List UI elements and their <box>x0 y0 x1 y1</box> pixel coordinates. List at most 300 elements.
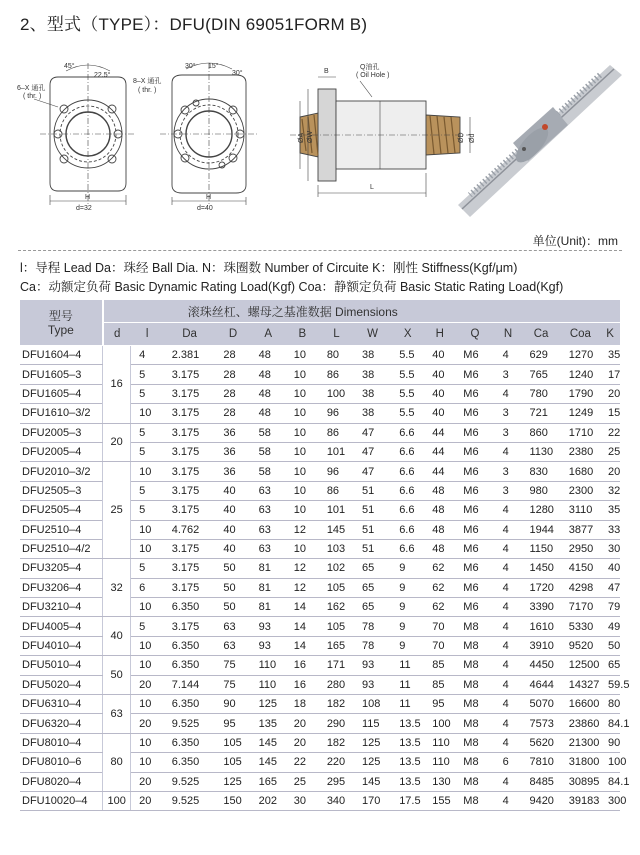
value-cell-l: 20 <box>131 675 164 694</box>
value-cell-d: 63 <box>215 636 250 655</box>
column-header-coa: Coa <box>561 323 600 346</box>
type-cell: DFU2005–4 <box>20 442 103 461</box>
value-cell-k: 50 <box>600 636 620 655</box>
value-cell-n: 3 <box>495 365 522 384</box>
fig1-thr-label: ( thr. ) <box>23 93 42 100</box>
value-cell-b: 25 <box>286 772 319 791</box>
value-cell-l: 86 <box>319 481 354 500</box>
value-cell-da: 6.350 <box>164 636 216 655</box>
value-cell-da: 6.350 <box>164 656 216 675</box>
value-cell-d: 40 <box>215 501 250 520</box>
value-cell-l: 4 <box>131 346 164 365</box>
type-cell: DFU2005–3 <box>20 423 103 442</box>
value-cell-w: 65 <box>354 578 391 597</box>
value-cell-x: 6.6 <box>391 501 424 520</box>
value-cell-w: 38 <box>354 404 391 423</box>
value-cell-w: 170 <box>354 791 391 810</box>
value-cell-l: 5 <box>131 365 164 384</box>
value-cell-n: 3 <box>495 404 522 423</box>
value-cell-x: 9 <box>391 636 424 655</box>
value-cell-n: 4 <box>495 617 522 636</box>
value-cell-coa: 7170 <box>561 598 600 617</box>
value-cell-l: 220 <box>319 753 354 772</box>
value-cell-d: 105 <box>215 733 250 752</box>
value-cell-k: 300 <box>600 791 620 810</box>
value-cell-h: 70 <box>424 617 455 636</box>
flange-drawing-8-hole <box>160 63 258 205</box>
value-cell-x: 9 <box>391 598 424 617</box>
value-cell-l: 340 <box>319 791 354 810</box>
value-cell-ca: 830 <box>521 462 560 481</box>
value-cell-w: 51 <box>354 520 391 539</box>
value-cell-k: 80 <box>600 695 620 714</box>
value-cell-da: 3.175 <box>164 423 216 442</box>
diameter-cell: 63 <box>103 695 131 734</box>
value-cell-n: 4 <box>495 442 522 461</box>
value-cell-coa: 39183 <box>561 791 600 810</box>
column-header-n: N <box>495 323 522 346</box>
column-header-da: Da <box>164 323 216 346</box>
value-cell-b: 12 <box>286 559 319 578</box>
diameter-cell: 25 <box>103 462 131 559</box>
value-cell-n: 4 <box>495 559 522 578</box>
value-cell-ca: 8485 <box>521 772 560 791</box>
value-cell-h: 40 <box>424 404 455 423</box>
value-cell-n: 4 <box>495 714 522 733</box>
value-cell-q: M6 <box>455 559 494 578</box>
value-cell-ca: 1130 <box>521 442 560 461</box>
value-cell-w: 125 <box>354 753 391 772</box>
value-cell-h: 40 <box>424 365 455 384</box>
value-cell-k: 100 <box>600 753 620 772</box>
value-cell-ca: 5070 <box>521 695 560 714</box>
value-cell-d: 90 <box>215 695 250 714</box>
value-cell-w: 125 <box>354 733 391 752</box>
value-cell-l: 10 <box>131 404 164 423</box>
value-cell-a: 81 <box>251 559 286 578</box>
spec-table <box>20 300 630 811</box>
column-header-row <box>20 323 620 346</box>
value-cell-ca: 1450 <box>521 559 560 578</box>
type-cell: DFU10020–4 <box>20 791 103 810</box>
value-cell-a: 81 <box>251 578 286 597</box>
value-cell-x: 9 <box>391 559 424 578</box>
value-cell-coa: 16600 <box>561 695 600 714</box>
value-cell-a: 48 <box>251 404 286 423</box>
page-title: 2、型式（TYPE）：DFU(DIN 69051FORM B) <box>20 15 368 34</box>
value-cell-da: 4.762 <box>164 520 216 539</box>
value-cell-k: 79 <box>600 598 620 617</box>
value-cell-l: 100 <box>319 384 354 403</box>
value-cell-h: 44 <box>424 423 455 442</box>
type-header-en: Type <box>47 322 74 337</box>
value-cell-ca: 1280 <box>521 501 560 520</box>
value-cell-k: 25 <box>600 442 620 461</box>
value-cell-q: M8 <box>455 656 494 675</box>
value-cell-l: 20 <box>131 791 164 810</box>
legend-line-2: Ca：动额定负荷 Basic Dynamic Rating Load(Kgf) Coa：静额定负荷 Basic Static Rating Load(Kgf) <box>20 280 564 294</box>
value-cell-q: M6 <box>455 520 494 539</box>
column-header-h: H <box>424 323 455 346</box>
value-cell-h: 100 <box>424 714 455 733</box>
value-cell-a: 145 <box>251 733 286 752</box>
value-cell-q: M8 <box>455 714 494 733</box>
fig2-h-label: H <box>206 194 212 201</box>
value-cell-w: 115 <box>354 714 391 733</box>
value-cell-da: 2.381 <box>164 346 216 365</box>
value-cell-da: 3.175 <box>164 501 216 520</box>
diameter-cell: 40 <box>103 617 131 656</box>
type-cell: DFU6320–4 <box>20 714 103 733</box>
value-cell-n: 4 <box>495 656 522 675</box>
value-cell-b: 10 <box>286 346 319 365</box>
column-header-a: A <box>251 323 286 346</box>
value-cell-d: 50 <box>215 598 250 617</box>
column-header-w: W <box>354 323 391 346</box>
value-cell-q: M6 <box>455 539 494 558</box>
diameter-cell: 80 <box>103 733 131 791</box>
value-cell-h: 85 <box>424 656 455 675</box>
value-cell-w: 78 <box>354 617 391 636</box>
value-cell-l: 171 <box>319 656 354 675</box>
fig2-thr-label: ( thr. ) <box>138 87 157 94</box>
value-cell-ca: 629 <box>521 346 560 365</box>
value-cell-b: 30 <box>286 791 319 810</box>
value-cell-l: 10 <box>131 656 164 675</box>
value-cell-d: 150 <box>215 791 250 810</box>
value-cell-h: 130 <box>424 772 455 791</box>
spec-table-body <box>20 346 630 811</box>
dim-b-label: B <box>324 68 329 75</box>
value-cell-a: 93 <box>251 617 286 636</box>
value-cell-n: 4 <box>495 539 522 558</box>
value-cell-k: 15 <box>600 404 620 423</box>
value-cell-n: 4 <box>495 772 522 791</box>
value-cell-a: 202 <box>251 791 286 810</box>
value-cell-a: 165 <box>251 772 286 791</box>
value-cell-q: M8 <box>455 636 494 655</box>
value-cell-h: 155 <box>424 791 455 810</box>
value-cell-b: 14 <box>286 598 319 617</box>
value-cell-w: 93 <box>354 675 391 694</box>
value-cell-d: 36 <box>215 462 250 481</box>
dim-w-label: ØW <box>307 130 314 143</box>
diameter-cell: 32 <box>103 559 131 617</box>
value-cell-b: 20 <box>286 733 319 752</box>
value-cell-l: 96 <box>319 462 354 481</box>
value-cell-d: 40 <box>215 539 250 558</box>
value-cell-ca: 721 <box>521 404 560 423</box>
value-cell-da: 7.144 <box>164 675 216 694</box>
type-cell: DFU8010–6 <box>20 753 103 772</box>
value-cell-q: M8 <box>455 772 494 791</box>
value-cell-q: M8 <box>455 695 494 714</box>
value-cell-w: 145 <box>354 772 391 791</box>
table-row <box>20 559 620 578</box>
type-cell: DFU1605–3 <box>20 365 103 384</box>
type-cell: DFU2010–3/2 <box>20 462 103 481</box>
value-cell-l: 10 <box>131 520 164 539</box>
value-cell-a: 48 <box>251 384 286 403</box>
value-cell-n: 4 <box>495 791 522 810</box>
technical-drawings <box>0 55 640 230</box>
value-cell-da: 3.175 <box>164 559 216 578</box>
value-cell-a: 58 <box>251 442 286 461</box>
value-cell-h: 110 <box>424 753 455 772</box>
value-cell-k: 40 <box>600 559 620 578</box>
dimensions-header: 滚珠丝杠、螺母之基准数据 Dimensions <box>103 300 620 323</box>
value-cell-coa: 4150 <box>561 559 600 578</box>
value-cell-coa: 1240 <box>561 365 600 384</box>
value-cell-x: 9 <box>391 578 424 597</box>
value-cell-b: 12 <box>286 520 319 539</box>
value-cell-n: 3 <box>495 423 522 442</box>
value-cell-ca: 3910 <box>521 636 560 655</box>
ball-screw-photo <box>458 65 622 217</box>
value-cell-b: 12 <box>286 578 319 597</box>
diameter-cell: 100 <box>103 791 131 810</box>
value-cell-q: M6 <box>455 404 494 423</box>
value-cell-h: 62 <box>424 559 455 578</box>
value-cell-l: 290 <box>319 714 354 733</box>
value-cell-k: 35 <box>600 501 620 520</box>
value-cell-a: 48 <box>251 365 286 384</box>
value-cell-coa: 5330 <box>561 617 600 636</box>
value-cell-b: 10 <box>286 501 319 520</box>
type-cell: DFU5010–4 <box>20 656 103 675</box>
value-cell-ca: 1944 <box>521 520 560 539</box>
value-cell-l: 5 <box>131 481 164 500</box>
value-cell-q: M6 <box>455 346 494 365</box>
dim-a-label: ØA <box>298 132 305 143</box>
type-cell: DFU4010–4 <box>20 636 103 655</box>
oil-hole-cn: Q油孔 <box>360 64 380 71</box>
value-cell-q: M6 <box>455 365 494 384</box>
value-cell-b: 10 <box>286 404 319 423</box>
value-cell-ca: 9420 <box>521 791 560 810</box>
value-cell-x: 11 <box>391 656 424 675</box>
value-cell-d: 28 <box>215 404 250 423</box>
value-cell-b: 10 <box>286 442 319 461</box>
fig1-angle-45: 45° <box>64 63 75 70</box>
type-cell: DFU2510–4/2 <box>20 539 103 558</box>
value-cell-da: 3.175 <box>164 539 216 558</box>
value-cell-l: 10 <box>131 462 164 481</box>
value-cell-k: 20 <box>600 384 620 403</box>
value-cell-coa: 1270 <box>561 346 600 365</box>
value-cell-da: 9.525 <box>164 714 216 733</box>
value-cell-b: 10 <box>286 384 319 403</box>
value-cell-coa: 1680 <box>561 462 600 481</box>
column-header-l: L <box>319 323 354 346</box>
value-cell-da: 3.175 <box>164 442 216 461</box>
value-cell-ca: 780 <box>521 384 560 403</box>
value-cell-da: 9.525 <box>164 791 216 810</box>
value-cell-coa: 30895 <box>561 772 600 791</box>
value-cell-d: 50 <box>215 578 250 597</box>
value-cell-coa: 1249 <box>561 404 600 423</box>
value-cell-h: 44 <box>424 442 455 461</box>
value-cell-q: M8 <box>455 753 494 772</box>
type-cell: DFU5020–4 <box>20 675 103 694</box>
table-row <box>20 733 620 752</box>
value-cell-da: 6.350 <box>164 733 216 752</box>
column-header-d: d <box>103 323 131 346</box>
value-cell-coa: 31800 <box>561 753 600 772</box>
value-cell-k: 32 <box>600 481 620 500</box>
column-header-q: Q <box>455 323 494 346</box>
value-cell-q: M6 <box>455 598 494 617</box>
value-cell-a: 145 <box>251 753 286 772</box>
value-cell-l: 80 <box>319 346 354 365</box>
value-cell-w: 93 <box>354 656 391 675</box>
value-cell-a: 93 <box>251 636 286 655</box>
value-cell-n: 4 <box>495 598 522 617</box>
value-cell-l: 280 <box>319 675 354 694</box>
type-cell: DFU2505–3 <box>20 481 103 500</box>
value-cell-a: 63 <box>251 501 286 520</box>
value-cell-a: 63 <box>251 539 286 558</box>
value-cell-l: 182 <box>319 695 354 714</box>
type-cell: DFU1604–4 <box>20 346 103 365</box>
value-cell-coa: 1790 <box>561 384 600 403</box>
value-cell-x: 6.6 <box>391 462 424 481</box>
value-cell-coa: 2380 <box>561 442 600 461</box>
value-cell-h: 48 <box>424 481 455 500</box>
value-cell-l: 5 <box>131 617 164 636</box>
value-cell-d: 36 <box>215 423 250 442</box>
value-cell-k: 22 <box>600 423 620 442</box>
table-row <box>20 791 620 810</box>
value-cell-a: 125 <box>251 695 286 714</box>
type-cell: DFU2510–4 <box>20 520 103 539</box>
value-cell-q: M6 <box>455 423 494 442</box>
value-cell-l: 105 <box>319 578 354 597</box>
value-cell-d: 50 <box>215 559 250 578</box>
value-cell-x: 9 <box>391 617 424 636</box>
value-cell-b: 16 <box>286 675 319 694</box>
value-cell-a: 63 <box>251 520 286 539</box>
value-cell-a: 110 <box>251 675 286 694</box>
value-cell-d: 28 <box>215 346 250 365</box>
type-cell: DFU1605–4 <box>20 384 103 403</box>
value-cell-coa: 21300 <box>561 733 600 752</box>
table-row <box>20 617 620 636</box>
value-cell-b: 10 <box>286 423 319 442</box>
value-cell-d: 63 <box>215 617 250 636</box>
value-cell-x: 13.5 <box>391 753 424 772</box>
type-cell: DFU8020–4 <box>20 772 103 791</box>
fig2-angle-30b: 30° <box>232 70 243 77</box>
value-cell-x: 17.5 <box>391 791 424 810</box>
value-cell-k: 59.5 <box>600 675 620 694</box>
value-cell-k: 17 <box>600 365 620 384</box>
type-cell: DFU6310–4 <box>20 695 103 714</box>
table-row <box>20 346 620 365</box>
value-cell-l: 5 <box>131 384 164 403</box>
type-cell: DFU3205–4 <box>20 559 103 578</box>
value-cell-l: 5 <box>131 442 164 461</box>
column-header-ca: Ca <box>521 323 560 346</box>
value-cell-l: 10 <box>131 733 164 752</box>
type-cell: DFU3210–4 <box>20 598 103 617</box>
value-cell-w: 47 <box>354 423 391 442</box>
value-cell-b: 18 <box>286 695 319 714</box>
value-cell-x: 5.5 <box>391 404 424 423</box>
value-cell-q: M6 <box>455 501 494 520</box>
value-cell-ca: 1720 <box>521 578 560 597</box>
value-cell-l: 5 <box>131 423 164 442</box>
unit-label: 单位(Unit)：mm <box>532 234 618 248</box>
value-cell-ca: 980 <box>521 481 560 500</box>
value-cell-q: M8 <box>455 733 494 752</box>
value-cell-l: 182 <box>319 733 354 752</box>
fig1-angle-22: 22.5° <box>94 72 111 79</box>
value-cell-n: 6 <box>495 753 522 772</box>
value-cell-l: 162 <box>319 598 354 617</box>
value-cell-q: M6 <box>455 442 494 461</box>
value-cell-w: 47 <box>354 442 391 461</box>
table-row <box>20 462 620 481</box>
value-cell-l: 10 <box>131 695 164 714</box>
table-row <box>20 695 620 714</box>
value-cell-a: 48 <box>251 346 286 365</box>
table-row <box>20 423 620 442</box>
value-cell-coa: 2950 <box>561 539 600 558</box>
value-cell-h: 62 <box>424 578 455 597</box>
type-header <box>20 300 103 346</box>
value-cell-a: 81 <box>251 598 286 617</box>
value-cell-ca: 7573 <box>521 714 560 733</box>
column-header-b: B <box>286 323 319 346</box>
dim-d2-label: Ød <box>469 133 476 143</box>
value-cell-a: 58 <box>251 462 286 481</box>
value-cell-b: 14 <box>286 617 319 636</box>
value-cell-ca: 3390 <box>521 598 560 617</box>
value-cell-da: 3.175 <box>164 384 216 403</box>
column-header-k: K <box>600 323 620 346</box>
value-cell-x: 13.5 <box>391 772 424 791</box>
value-cell-k: 65 <box>600 656 620 675</box>
fig1-holes-label: 6–X 通孔 <box>17 85 46 92</box>
fig2-angle-30a: 30° <box>185 63 196 70</box>
value-cell-n: 4 <box>495 578 522 597</box>
value-cell-h: 62 <box>424 598 455 617</box>
value-cell-d: 28 <box>215 365 250 384</box>
value-cell-b: 16 <box>286 656 319 675</box>
type-cell: DFU2505–4 <box>20 501 103 520</box>
value-cell-b: 14 <box>286 636 319 655</box>
value-cell-l: 20 <box>131 772 164 791</box>
value-cell-da: 6.350 <box>164 753 216 772</box>
diameter-cell: 50 <box>103 656 131 695</box>
value-cell-h: 70 <box>424 636 455 655</box>
type-cell: DFU1610–3/2 <box>20 404 103 423</box>
value-cell-k: 84.1 <box>600 772 620 791</box>
value-cell-k: 35 <box>600 346 620 365</box>
value-cell-ca: 765 <box>521 365 560 384</box>
value-cell-q: M6 <box>455 481 494 500</box>
value-cell-h: 110 <box>424 733 455 752</box>
value-cell-n: 3 <box>495 481 522 500</box>
value-cell-d: 40 <box>215 481 250 500</box>
value-cell-coa: 3110 <box>561 501 600 520</box>
value-cell-n: 4 <box>495 675 522 694</box>
value-cell-n: 4 <box>495 733 522 752</box>
value-cell-n: 4 <box>495 636 522 655</box>
value-cell-b: 22 <box>286 753 319 772</box>
value-cell-coa: 3877 <box>561 520 600 539</box>
